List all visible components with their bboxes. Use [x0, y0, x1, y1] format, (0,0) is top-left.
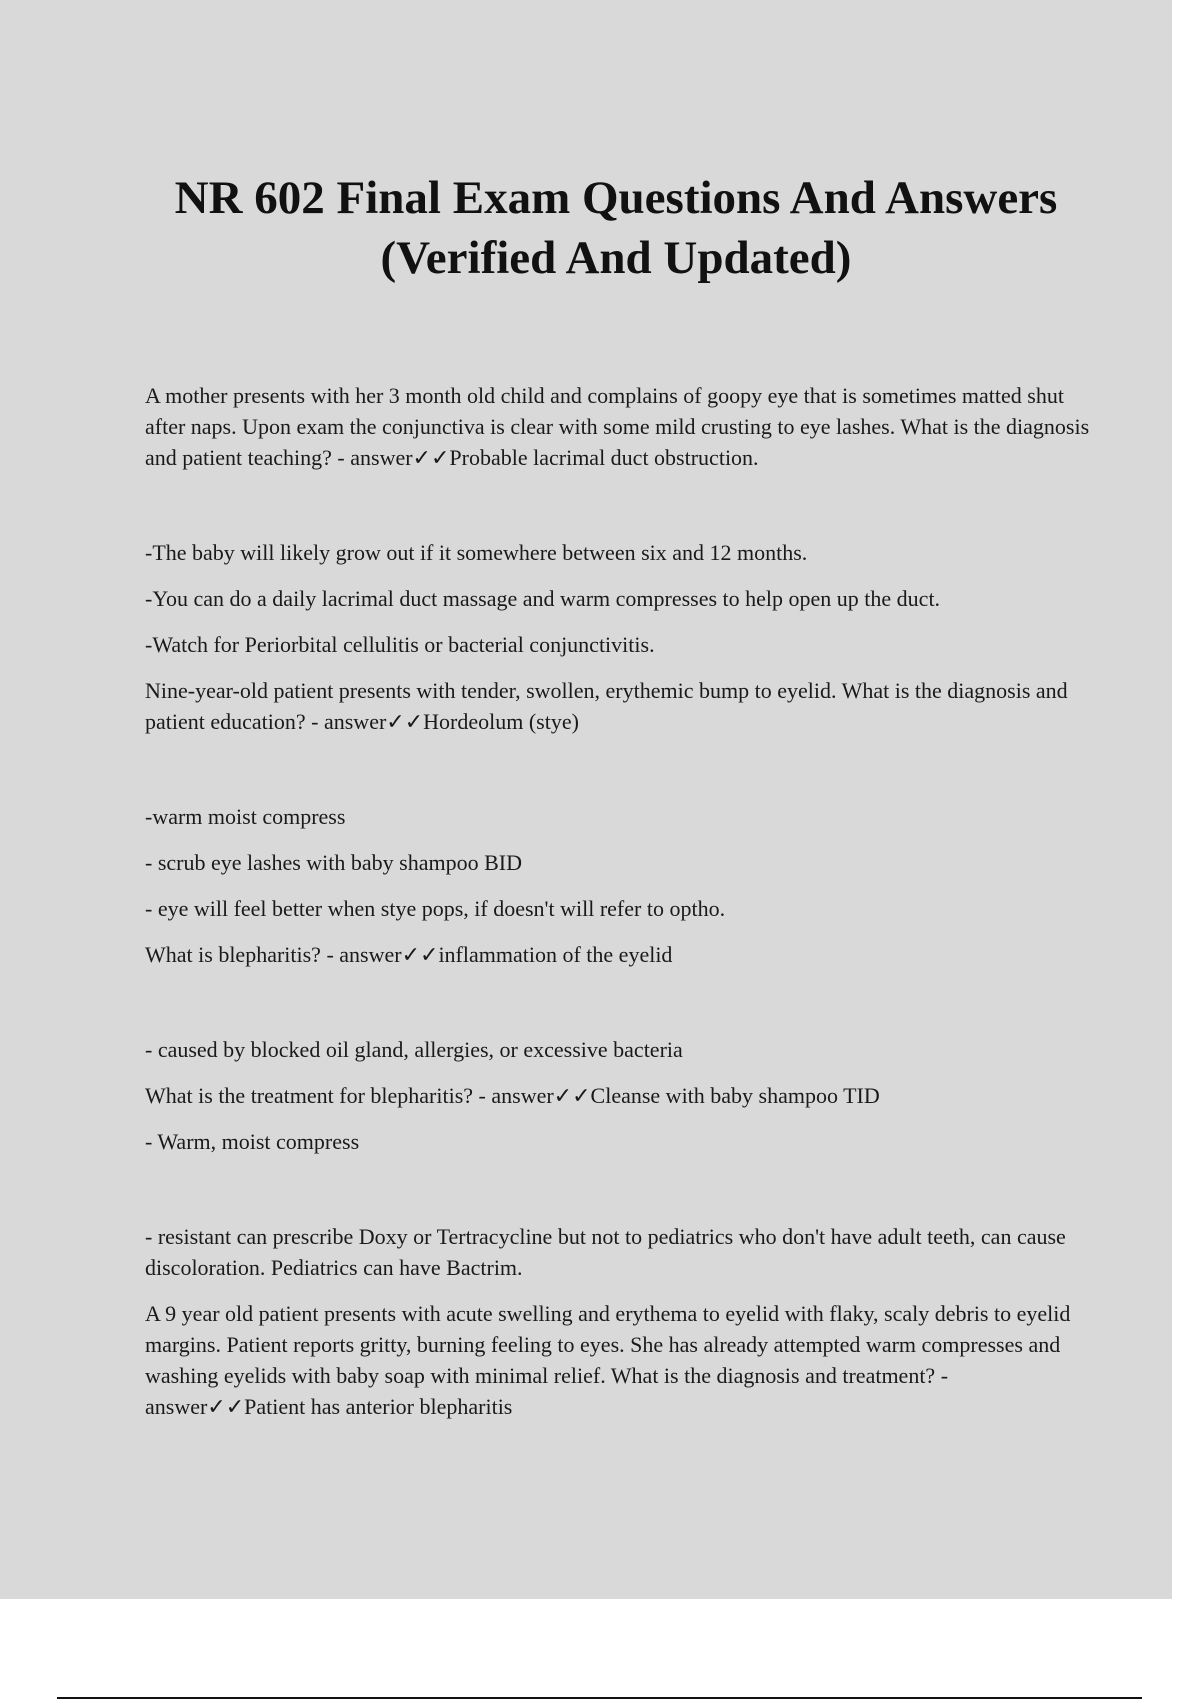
paragraph-14: A 9 year old patient presents with acute swelling and erythema to eyelid with flaky, scaly debris to eyelid margins. Patient reports gritty, burning feeling to eyes. She has already attempted warm compresses and washing eyelids with baby soap with minimal relief. What is the diagnosis and treatment? - answer✓✓Patient has anterior blepharitis	[145, 1301, 1071, 1419]
paragraph-1: A mother presents with her 3 month old child and complains of goopy eye that is sometimes matted shut after naps. Upon exam the conjunctiva is clear with some mild crusting to eye lashes. What is the diagnosis and patient teaching? - answer✓✓Probable lacrimal duct obstruction.	[145, 383, 1090, 470]
paragraph-10: - caused by blocked oil gland, allergies, or excessive bacteria	[145, 1037, 683, 1062]
paragraph-5: Nine-year-old patient presents with tender, swollen, erythemic bump to eyelid. What is the diagnosis and patient education? - answer✓✓Hordeolum (stye)	[145, 678, 1068, 734]
paragraph-13: - resistant can prescribe Doxy or Tertracycline but not to pediatrics who don't have adult teeth, can cause discoloration. Pediatrics can have Bactrim.	[145, 1224, 1066, 1280]
paragraph-2: -The baby will likely grow out if it somewhere between six and 12 months.	[145, 540, 808, 565]
paragraph-4: -Watch for Periorbital cellulitis or bacterial conjunctivitis.	[145, 632, 655, 657]
paragraph-12: - Warm, moist compress	[145, 1129, 360, 1154]
paragraph-11: What is the treatment for blepharitis? - answer✓✓Cleanse with baby shampoo TID	[145, 1083, 880, 1108]
footer-divider	[57, 1697, 1142, 1699]
paragraph-3: -You can do a daily lacrimal duct massage and warm compresses to help open up the duct.	[145, 586, 941, 611]
paragraph-8: - eye will feel better when stye pops, if doesn't will refer to optho.	[145, 896, 726, 921]
title-line-2: (Verified And Updated)	[380, 232, 852, 284]
paragraph-7: - scrub eye lashes with baby shampoo BID	[145, 850, 522, 875]
title-line-1: NR 602 Final Exam Questions And Answers	[174, 172, 1058, 224]
paragraph-9: What is blepharitis? - answer✓✓inflammation of the eyelid	[145, 942, 673, 967]
document-title	[60, 168, 1172, 288]
document-body	[145, 380, 1105, 1422]
paragraph-6: -warm moist compress	[145, 804, 346, 829]
